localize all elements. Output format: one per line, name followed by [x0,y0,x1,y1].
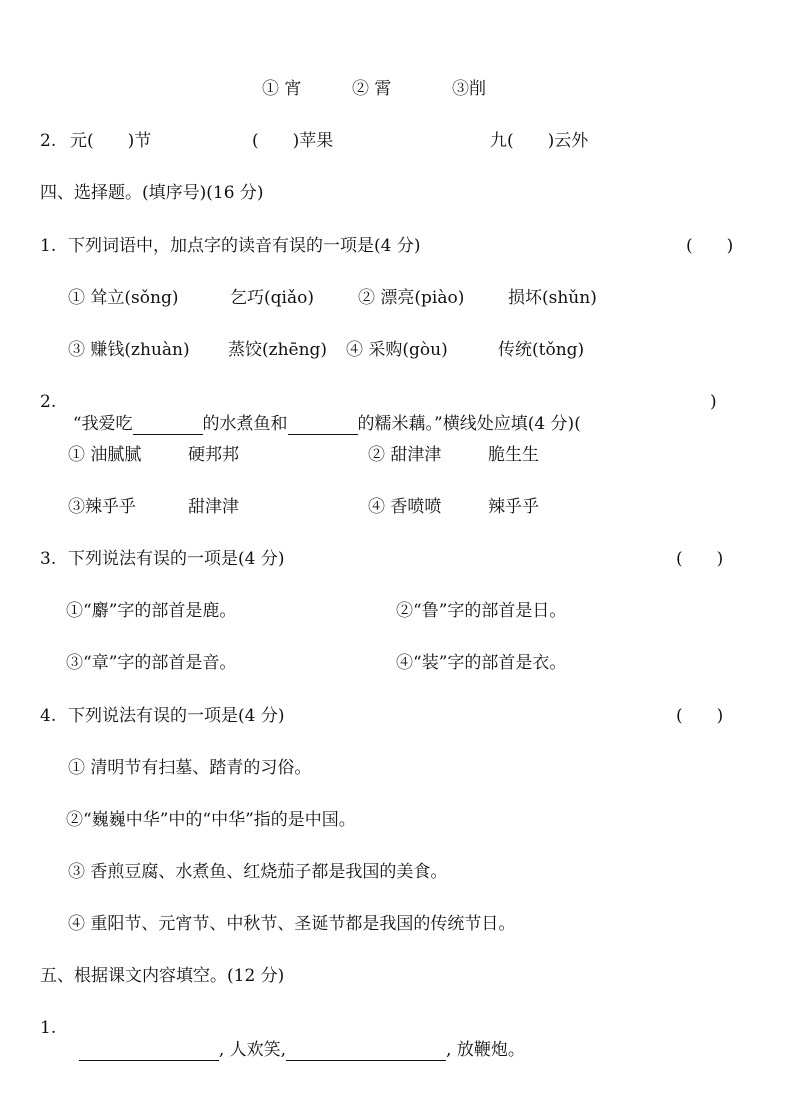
choice-3: ③“章”字的部首是音。 [66,653,237,673]
choice-3a: ③ 赚钱(zhuàn) [68,340,190,360]
question-text: 下列说法有误的一项是(4 分) [68,549,285,569]
choice-1b: 乞巧(qiǎo) [230,288,314,308]
choice-4a: ④ 香喷喷 [368,497,442,517]
fill-text-mid: , 人欢笑, [218,1040,287,1060]
option-2: ② 霄 [352,79,392,99]
question-number: 4. [40,706,57,726]
choice-1a: ① 耸立(sǒng) [68,288,179,308]
choice-3b: 蒸饺(zhēng) [228,340,328,360]
option-1: ① 宵 [262,79,302,99]
question-text [62,391,581,435]
choice-4: ④ 重阳节、元宵节、中秋节、圣诞节都是我国的传统节日。 [68,914,516,934]
choice-3: ③ 香煎豆腐、水煮鱼、红烧茄子都是我国的美食。 [68,862,448,882]
question-number: 1. [40,1018,57,1038]
question-text-c: 的糯米藕。”横线处应填(4 分)( [357,414,581,434]
choice-2: ②“鲁”字的部首是日。 [396,601,567,621]
choice-1: ① 清明节有扫墓、踏青的习俗。 [68,758,312,778]
section-5-title: 五、根据课文内容填空。(12 分) [40,966,285,986]
question-number: 2. [40,131,57,151]
choice-4a: ④ 采购(gòu) [346,340,448,360]
choice-4: ④“装”字的部首是衣。 [396,653,567,673]
answer-blank[interactable] [288,418,358,435]
choice-2: ②“巍巍中华”中的“中华”指的是中国。 [66,810,356,830]
choice-2b: 脆生生 [488,445,539,465]
answer-paren: ( ) [676,706,724,726]
fill-line [68,1017,525,1061]
question-text-b: 的水煮鱼和 [202,414,288,434]
choice-4b: 辣乎乎 [488,497,539,517]
question-text: 下列说法有误的一项是(4 分) [68,706,285,726]
choice-2b: 损坏(shǔn) [508,288,597,308]
choice-3a: ③辣乎乎 [68,497,136,517]
answer-paren: ( ) [686,236,734,256]
section-4-title: 四、选择题。(填序号)(16 分) [40,183,264,203]
answer-blank[interactable] [133,418,203,435]
fill-text-end: , 放鞭炮。 [446,1040,525,1060]
choice-1b: 硬邦邦 [188,445,239,465]
answer-paren: ( ) [676,549,724,569]
choice-2a: ② 漂亮(piào) [358,288,465,308]
option-3: ③削 [452,79,486,99]
choice-1: ①“麝”字的部首是鹿。 [66,601,237,621]
choice-2a: ② 甜津津 [368,445,442,465]
choice-3b: 甜津津 [188,497,239,517]
fill-item-2: ( )苹果 [252,131,334,151]
answer-blank[interactable] [286,1044,446,1061]
choice-4b: 传统(tǒng) [498,340,585,360]
question-text-a: “我爱吃 [72,414,133,434]
choice-1a: ① 油腻腻 [68,445,142,465]
question-number: 3. [40,549,57,569]
fill-item-1: 元( )节 [70,131,152,151]
question-text: 下列词语中，加点字的读音有误的一项是(4 分) [68,236,421,256]
question-number: 2. [40,392,57,412]
question-number: 1. [40,236,57,256]
answer-paren-close: ) [710,392,717,412]
answer-blank[interactable] [79,1044,219,1061]
fill-item-3: 九( )云外 [490,131,589,151]
